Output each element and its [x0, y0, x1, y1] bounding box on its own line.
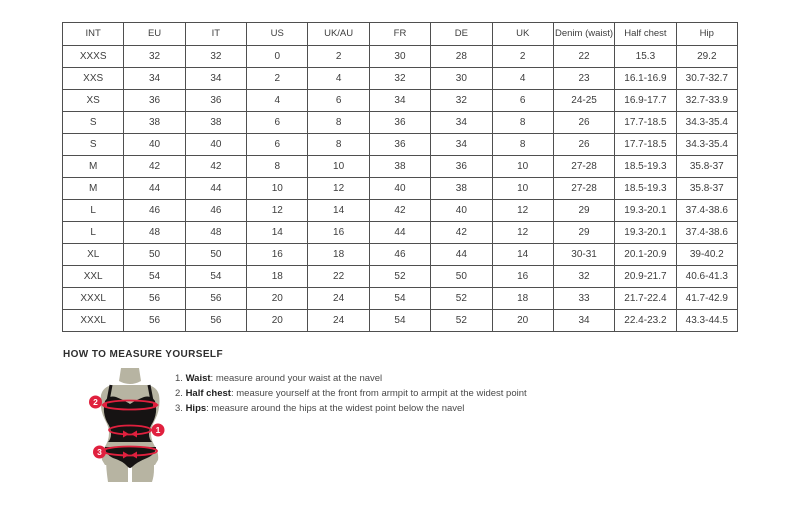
table-cell: 2 [308, 46, 369, 68]
table-cell: 4 [308, 68, 369, 90]
table-cell: 19.3-20.1 [615, 222, 676, 244]
marker-hips-number: 3 [97, 447, 102, 457]
table-cell: 32 [124, 46, 185, 68]
size-table [62, 22, 738, 332]
table-cell: XXXL [63, 288, 124, 310]
table-cell: 16.9-17.7 [615, 90, 676, 112]
table-cell: L [63, 200, 124, 222]
table-cell: 50 [431, 266, 492, 288]
table-cell: 35.8-37 [676, 156, 737, 178]
table-row [63, 266, 738, 288]
table-cell: 34.3-35.4 [676, 112, 737, 134]
table-cell: 22 [308, 266, 369, 288]
table-cell: 21.7-22.4 [615, 288, 676, 310]
table-row [63, 134, 738, 156]
table-cell: 4 [247, 90, 308, 112]
table-cell: 54 [124, 266, 185, 288]
table-cell: 23 [553, 68, 614, 90]
measure-section-title: HOW TO MEASURE YOURSELF [63, 349, 223, 360]
table-cell: 50 [124, 244, 185, 266]
table-cell: 32 [431, 90, 492, 112]
table-cell: 6 [247, 112, 308, 134]
table-cell: 30 [369, 46, 430, 68]
table-cell: 12 [492, 222, 553, 244]
table-cell: S [63, 112, 124, 134]
table-cell: 36 [185, 90, 246, 112]
table-cell: 56 [185, 310, 246, 332]
table-cell: 8 [308, 112, 369, 134]
table-cell: 26 [553, 134, 614, 156]
table-cell: 38 [431, 178, 492, 200]
table-cell: 54 [369, 288, 430, 310]
measure-step: 2. Half chest: measure yourself at the front from armpit to armpit at the widest point [175, 388, 527, 399]
table-cell: 12 [247, 200, 308, 222]
measure-step: 1. Waist: measure around your waist at the navel [175, 373, 383, 384]
table-cell: XXXS [63, 46, 124, 68]
table-cell: 24-25 [553, 90, 614, 112]
table-row [63, 156, 738, 178]
table-cell: 34 [431, 134, 492, 156]
table-cell: XXXL [63, 310, 124, 332]
column-header: EU [124, 23, 185, 46]
table-cell: 56 [185, 288, 246, 310]
column-header: FR [369, 23, 430, 46]
table-row [63, 288, 738, 310]
table-cell: XXL [63, 266, 124, 288]
table-cell: L [63, 222, 124, 244]
measure-step: 3. Hips: measure around the hips at the widest point below the navel [175, 403, 465, 414]
measurement-figure [85, 368, 190, 488]
table-cell: 30-31 [553, 244, 614, 266]
column-header: INT [63, 23, 124, 46]
table-cell: 19.3-20.1 [615, 200, 676, 222]
table-cell: 40 [124, 134, 185, 156]
table-row [63, 200, 738, 222]
table-row [63, 68, 738, 90]
table-cell: 40.6-41.3 [676, 266, 737, 288]
table-cell: 54 [369, 310, 430, 332]
table-cell: 8 [247, 156, 308, 178]
size-chart-section [62, 22, 738, 332]
table-cell: 52 [431, 310, 492, 332]
column-header: DE [431, 23, 492, 46]
table-cell: 20 [492, 310, 553, 332]
table-cell: 22.4-23.2 [615, 310, 676, 332]
table-cell: 52 [369, 266, 430, 288]
size-table-body [63, 46, 738, 332]
table-cell: 4 [492, 68, 553, 90]
table-cell: 12 [492, 200, 553, 222]
table-cell: 54 [185, 266, 246, 288]
table-cell: XS [63, 90, 124, 112]
table-cell: 10 [492, 156, 553, 178]
table-cell: 20.9-21.7 [615, 266, 676, 288]
table-cell: 34 [369, 90, 430, 112]
table-cell: 39-40.2 [676, 244, 737, 266]
column-header: UK [492, 23, 553, 46]
table-cell: 10 [247, 178, 308, 200]
table-cell: 16 [492, 266, 553, 288]
table-cell: 8 [492, 134, 553, 156]
table-cell: 14 [308, 200, 369, 222]
table-row [63, 90, 738, 112]
table-cell: 16.1-16.9 [615, 68, 676, 90]
table-cell: 38 [124, 112, 185, 134]
table-row [63, 46, 738, 68]
table-cell: 8 [308, 134, 369, 156]
table-cell: 35.8-37 [676, 178, 737, 200]
table-cell: 52 [431, 288, 492, 310]
table-cell: 2 [247, 68, 308, 90]
table-cell: 18 [308, 244, 369, 266]
table-cell: 36 [124, 90, 185, 112]
table-cell: 18 [492, 288, 553, 310]
table-cell: 38 [369, 156, 430, 178]
table-cell: 20 [247, 310, 308, 332]
table-cell: 6 [308, 90, 369, 112]
table-cell: 34 [431, 112, 492, 134]
column-header: IT [185, 23, 246, 46]
table-cell: XXS [63, 68, 124, 90]
table-cell: 48 [185, 222, 246, 244]
table-cell: 27-28 [553, 178, 614, 200]
table-cell: 37.4-38.6 [676, 200, 737, 222]
table-cell: 42 [124, 156, 185, 178]
table-cell: 15.3 [615, 46, 676, 68]
table-cell: 34 [185, 68, 246, 90]
table-cell: 56 [124, 310, 185, 332]
marker-chest-number: 2 [93, 397, 98, 407]
table-cell: 33 [553, 288, 614, 310]
table-cell: 29 [553, 222, 614, 244]
table-cell: 44 [124, 178, 185, 200]
table-cell: 32 [369, 68, 430, 90]
table-cell: 42 [431, 222, 492, 244]
table-cell: M [63, 178, 124, 200]
table-cell: 44 [369, 222, 430, 244]
column-header: UK/AU [308, 23, 369, 46]
table-cell: 42 [185, 156, 246, 178]
table-cell: 46 [369, 244, 430, 266]
table-cell: 8 [492, 112, 553, 134]
table-cell: 38 [185, 112, 246, 134]
table-cell: 44 [431, 244, 492, 266]
table-cell: S [63, 134, 124, 156]
table-cell: 18.5-19.3 [615, 178, 676, 200]
table-cell: 42 [369, 200, 430, 222]
table-cell: 32.7-33.9 [676, 90, 737, 112]
table-cell: 40 [431, 200, 492, 222]
table-cell: 26 [553, 112, 614, 134]
column-header: Half chest [615, 23, 676, 46]
table-cell: 34 [553, 310, 614, 332]
table-cell: 43.3-44.5 [676, 310, 737, 332]
table-cell: 22 [553, 46, 614, 68]
table-cell: 34 [124, 68, 185, 90]
table-cell: 24 [308, 288, 369, 310]
mannequin-illustration [85, 368, 190, 488]
table-cell: 44 [185, 178, 246, 200]
table-row [63, 222, 738, 244]
table-cell: 24 [308, 310, 369, 332]
table-cell: 10 [492, 178, 553, 200]
table-cell: 17.7-18.5 [615, 134, 676, 156]
column-header: Denim (waist) [553, 23, 614, 46]
table-cell: 30.7-32.7 [676, 68, 737, 90]
header-row [63, 23, 738, 46]
table-cell: XL [63, 244, 124, 266]
table-cell: 37.4-38.6 [676, 222, 737, 244]
table-cell: 48 [124, 222, 185, 244]
table-cell: 46 [124, 200, 185, 222]
table-cell: 32 [185, 46, 246, 68]
table-cell: 20.1-20.9 [615, 244, 676, 266]
table-cell: 40 [185, 134, 246, 156]
table-cell: 29.2 [676, 46, 737, 68]
table-cell: 36 [431, 156, 492, 178]
table-cell: 6 [492, 90, 553, 112]
table-row [63, 244, 738, 266]
table-cell: 16 [247, 244, 308, 266]
table-cell: 28 [431, 46, 492, 68]
table-cell: 50 [185, 244, 246, 266]
table-cell: 16 [308, 222, 369, 244]
table-cell: 41.7-42.9 [676, 288, 737, 310]
table-cell: 2 [492, 46, 553, 68]
column-header: Hip [676, 23, 737, 46]
column-header: US [247, 23, 308, 46]
table-cell: 0 [247, 46, 308, 68]
table-row [63, 310, 738, 332]
table-cell: 6 [247, 134, 308, 156]
table-cell: 36 [369, 134, 430, 156]
table-cell: 27-28 [553, 156, 614, 178]
table-cell: M [63, 156, 124, 178]
table-cell: 36 [369, 112, 430, 134]
table-cell: 18 [247, 266, 308, 288]
table-row [63, 178, 738, 200]
table-row [63, 112, 738, 134]
table-cell: 46 [185, 200, 246, 222]
table-cell: 18.5-19.3 [615, 156, 676, 178]
table-cell: 56 [124, 288, 185, 310]
table-cell: 29 [553, 200, 614, 222]
table-cell: 40 [369, 178, 430, 200]
table-cell: 10 [308, 156, 369, 178]
size-table-header [63, 23, 738, 46]
table-cell: 20 [247, 288, 308, 310]
measure-steps [175, 371, 527, 416]
table-cell: 30 [431, 68, 492, 90]
table-cell: 17.7-18.5 [615, 112, 676, 134]
table-cell: 14 [492, 244, 553, 266]
table-cell: 34.3-35.4 [676, 134, 737, 156]
table-cell: 14 [247, 222, 308, 244]
table-cell: 12 [308, 178, 369, 200]
table-cell: 32 [553, 266, 614, 288]
marker-waist-number: 1 [155, 425, 161, 435]
